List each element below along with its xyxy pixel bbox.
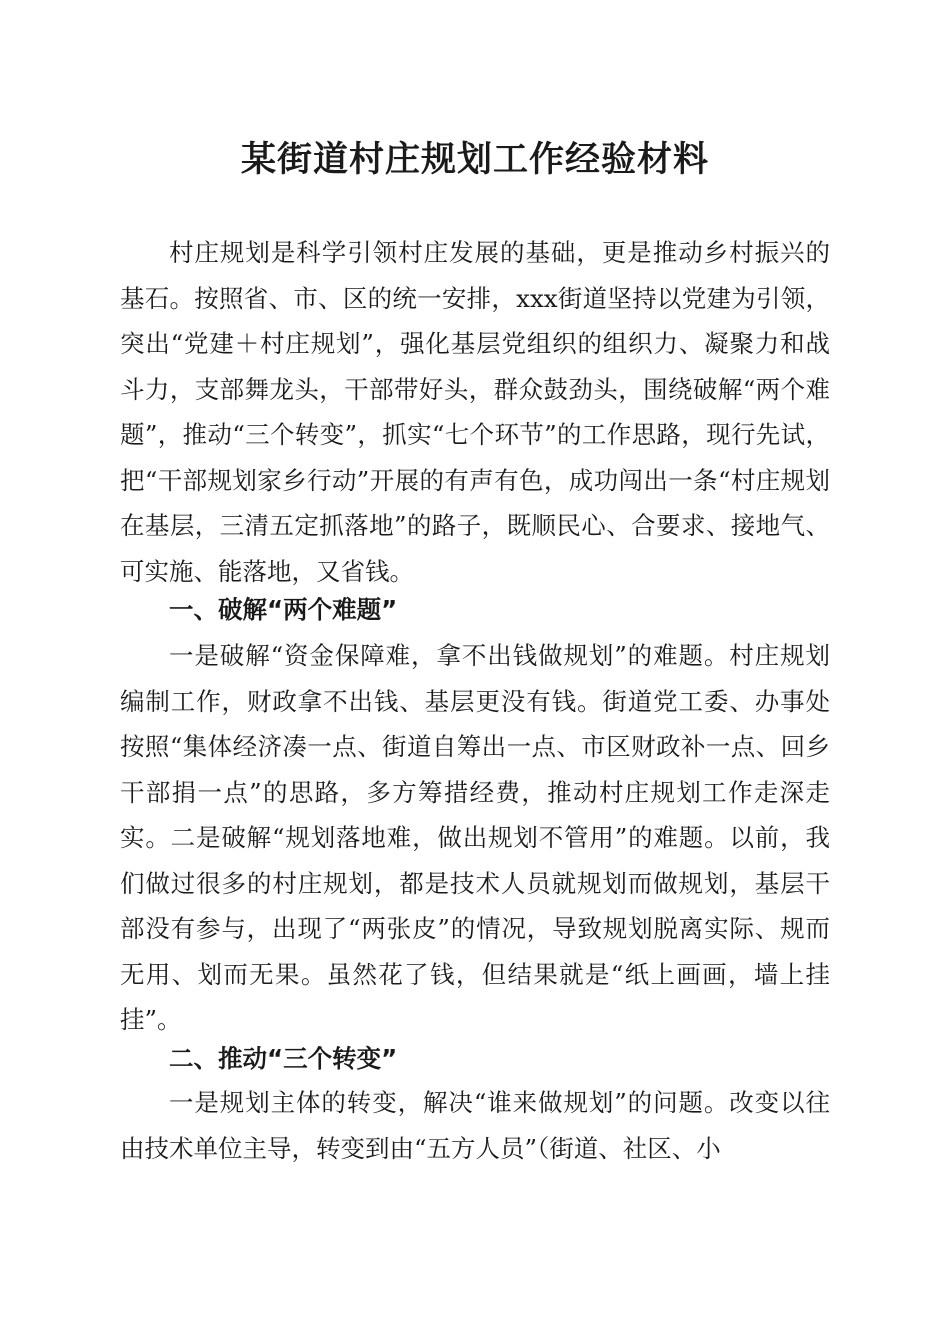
section-paragraph-1: 一是破解“资金保障难，拿不出钱做规划”的难题。村庄规划编制工作，财政拿不出钱、基层更没有钱。街道党工委、办事处按照“集体经济凑一点、街道自筹出一点、市区财政补一点、回乡干部捐一点”的思路，多方筹措经费，推动村庄规划工作走深走实。二是破解“规划落地难，做出规划不管用”的难题。以前，我们做过很多的村庄规划，都是技术人员就规划而做规划，基层干部没有参与，出现了“两张皮”的情况，导致规划脱离实际、规而无用、划而无果。虽然花了钱，但结果就是“纸上画画，墙上挂挂”。: [120, 641, 830, 1034]
section-heading-2: 二、推动“三个转变”: [169, 1044, 398, 1073]
section-heading-1: 一、破解“两个难题”: [169, 595, 398, 624]
document-title: 某街道村庄规划工作经验材料: [240, 139, 709, 180]
intro-paragraph: 村庄规划是科学引领村庄发展的基础，更是推动乡村振兴的基石。按照省、市、区的统一安排，xxx街道坚持以党建为引领，突出“党建＋村庄规划”，强化基层党组织的组织力、凝聚力和战斗力，支部舞龙头，干部带好头，群众鼓劲头，围绕破解“两个难题”，推动“三个转变”，抓实“七个环节”的工作思路，现行先试，把“干部规划家乡行动”开展的有声有色，成功闯出一条“村庄规划在基层，三清五定抓落地”的路子，既顺民心、合要求、接地气、可实施、能落地，又省钱。: [120, 238, 830, 586]
section-paragraph-2: 一是规划主体的转变，解决“谁来做规划”的问题。改变以往由技术单位主导，转变到由“五方人员”（街道、社区、小: [120, 1088, 830, 1163]
